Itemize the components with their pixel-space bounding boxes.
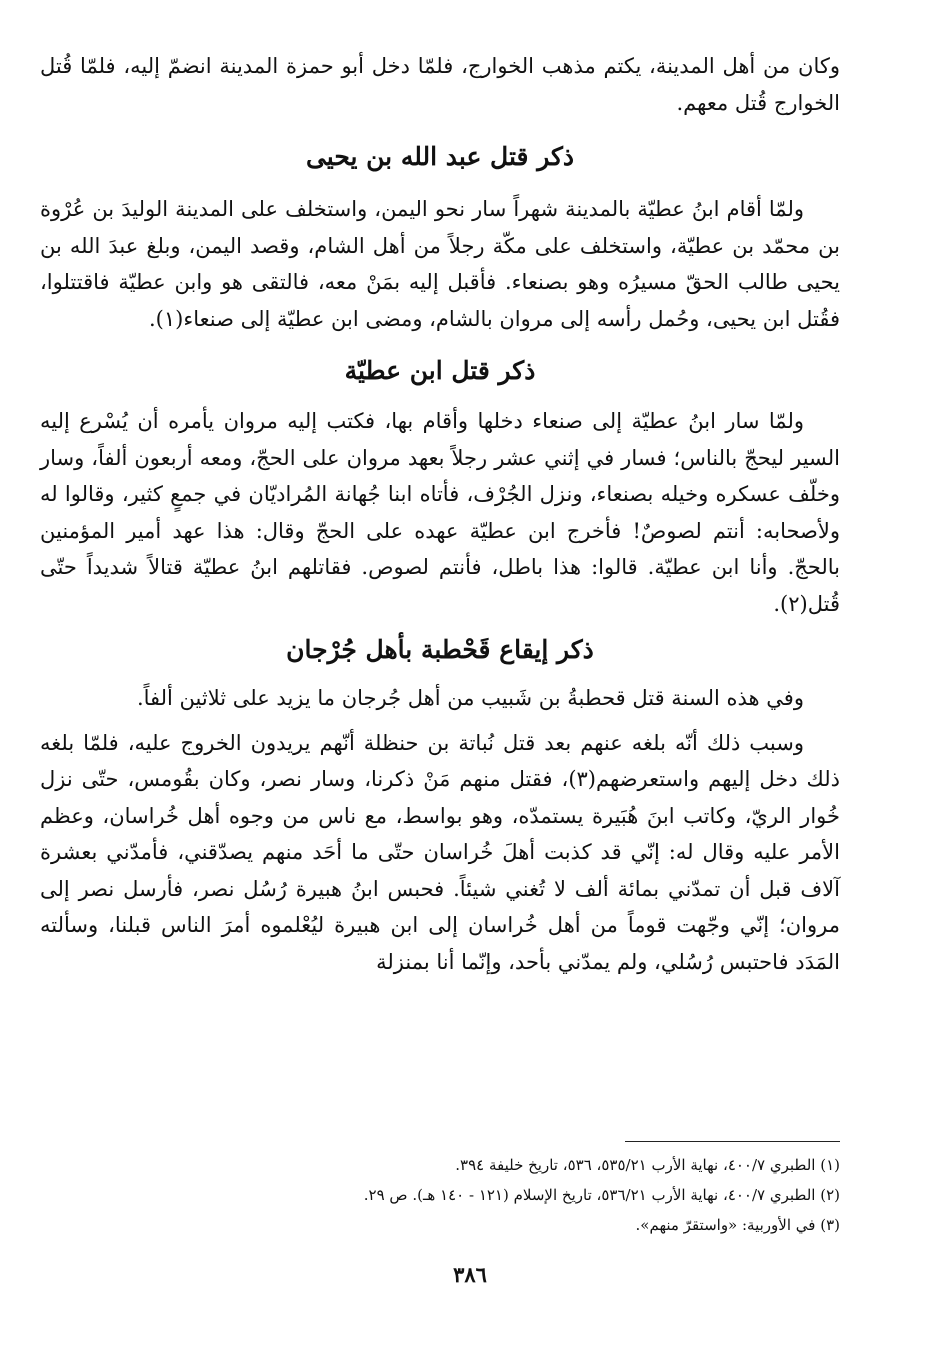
intro-paragraph: وكان من أهل المدينة، يكتم مذهب الخوارج، فلمّا دخل أبو حمزة المدينة انضمّ إليه، فلمّا قُتل الخوارج قُتل معهم. xyxy=(40,54,840,115)
footnote-divider xyxy=(625,1141,840,1142)
footnote-1: (١) الطبري ٤٠٠/٧، نهاية الأرب ٥٣٥/٢١، ٥٣٦، تاريخ خليفة ٣٩٤. xyxy=(455,1156,840,1174)
footnote-2: (٢) الطبري ٤٠٠/٧، نهاية الأرب ٥٣٦/٢١، تاريخ الإسلام (١٢١ - ١٤٠ هـ). ص ٢٩. xyxy=(363,1186,840,1204)
footnotes xyxy=(40,1150,840,1240)
page-body xyxy=(40,48,840,980)
section-3-paragraph-1: وفي هذه السنة قتل قحطبةُ بن شَبيب من أهل جُرجان ما يزيد على ثلاثين ألفاً. xyxy=(136,686,804,710)
section-1-paragraph: ولمّا أقام ابنُ عطيّة بالمدينة شهراً سار نحو اليمن، واستخلف على المدينة الوليدَ بن عُرْوة بن محمّد بن عطيّة، واستخلف على مكّة رجلاً من أهل الشام، وقصد اليمن، وبلغ عبدَ الله بن يحيى طالب الحقّ مسيرُه وهو بصنعاء. فأقبل إليه بمَنْ معه، فالتقى هو وابن عطيّة فاقتتلوا، فقُتل ابن يحيى، وحُمل رأسه إلى مروان بالشام، ومضى ابن عطيّة إلى صنعاء(١). xyxy=(40,197,840,331)
section-2-paragraph: ولمّا سار ابنُ عطيّة إلى صنعاء دخلها وأقام بها، فكتب إليه مروان يأمره أن يُسْرع إليه السير ليحجّ بالناس؛ فسار في إثني عشر رجلاً بعهد مروان على الحجّ، ومعه أربعون ألفاً، وسار وخلّف عسكره وخيله بصنعاء، ونزل الجُرْف، فأتاه ابنا جُهانة المُراديّان في جمعٍ كثير، وقالوا له ولأصحابه: أنتم لصوصٌ! فأخرج ابن عطيّة عهده على الحجّ وقال: هذا عهد أمير المؤمنين بالحجّ. وأنا ابن عطيّة. قالوا: هذا باطل، فأنتم لصوص. فقاتلهم ابنُ عطيّة قتالاً شديداً حتّى قُتل(٢). xyxy=(40,409,840,616)
section-heading-ibn-atiyya: ذكر قتل ابن عطيّة xyxy=(344,356,536,385)
section-3-paragraph-2: وسبب ذلك أنّه بلغه عنهم بعد قتل نُباتة بن حنظلة أنّهم يريدون الخروج عليه، فلمّا بلغه ذلك دخل إليهم واستعرضهم(٣)، فقتل منهم مَنْ ذكرنا، وسار نصر، وكان بقُومس، حتّى نزل خُوار الريّ، وكاتب ابنَ هُبَيرة يستمدّه، وهو بواسط، مع ناس من وجوه أهل خُراسان، وعظم الأمر عليه وقال له: إنّي قد كذبت أهلَ خُراسان حتّى ما أحَد منهم يصدّقني، فأمدّني بعشرة آلاف قبل أن تمدّني بمائة ألف لا تُغني شيئاً. فحبس ابنُ هبيرة رُسُل نصر، فأرسل نصر إلى مروان؛ إنّي وجّهت قوماً من أهل خُراسان إلى ابن هبيرة ليُعْلموه أمرَ الناس قبلنا، وسألته المَدَد فاحتبس رُسُلي، ولم يمدّني بأحد، وإنّما أنا بمنزلة xyxy=(40,730,840,974)
section-heading-qahtaba-jurjan: ذكر إيقاع قَحْطبة بأهل جُرْجان xyxy=(286,635,594,664)
page-number: ٣٨٦ xyxy=(453,1262,487,1287)
section-heading-abdullah-bin-yahya: ذكر قتل عبد الله بن يحيى xyxy=(305,142,575,171)
footnote-3: (٣) في الأوربية: «واستقرّ منهم». xyxy=(635,1216,840,1234)
